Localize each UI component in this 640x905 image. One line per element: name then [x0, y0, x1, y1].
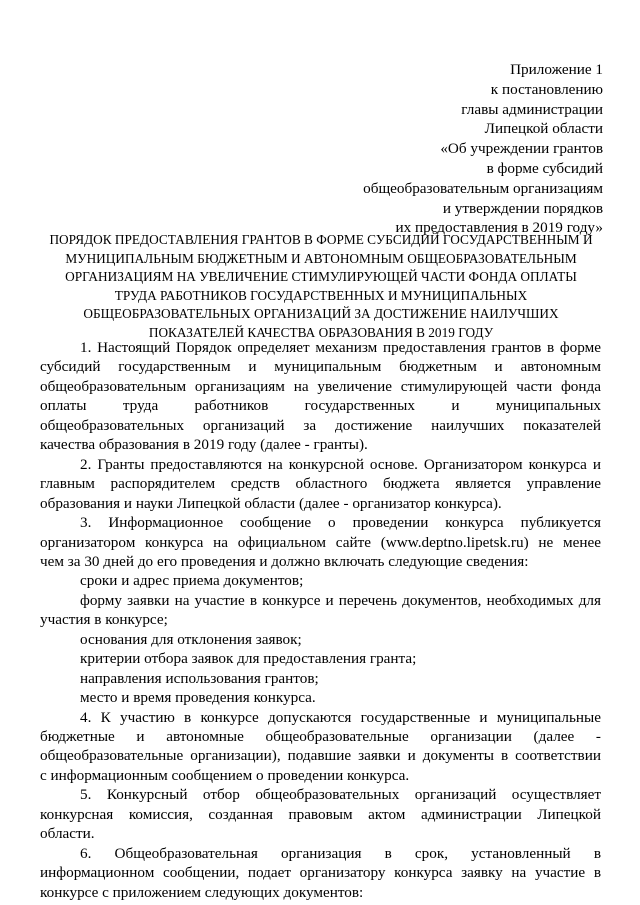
- body-line: образования и науки Липецкой области (далее - организатор конкурса).: [40, 494, 502, 512]
- appendix-line: общеобразовательным организациям: [363, 179, 603, 197]
- body-line: бюджетные и автономные общеобразовательные организации (далее -: [40, 728, 601, 745]
- appendix-header: [300, 60, 603, 238]
- body-line: качества образования в 2019 году (далее - гранты).: [40, 436, 368, 454]
- appendix-line: к постановлению: [490, 80, 603, 98]
- body-line: основания для отклонения заявок;: [80, 630, 302, 648]
- body-line: с информационным сообщением о проведении конкурса.: [40, 766, 410, 784]
- appendix-line: главы администрации: [461, 100, 603, 118]
- title-line: ОРГАНИЗАЦИЯМ НА УВЕЛИЧЕНИЕ СТИМУЛИРУЮЩЕЙ ЧАСТИ ФОНДА ОПЛАТЫ: [65, 269, 577, 285]
- body-line: общеобразовательных организаций за достижение наилучших показателей: [40, 416, 601, 434]
- body-line: сроки и адрес приема документов;: [80, 572, 304, 590]
- title-line: ОБЩЕОБРАЗОВАТЕЛЬНЫХ ОРГАНИЗАЦИЙ ЗА ДОСТИЖЕНИЕ НАИЛУЧШИХ: [83, 306, 559, 322]
- body-line: 2. Гранты предоставляются на конкурсной основе. Организатором конкурса и: [80, 455, 601, 473]
- body-line: критерии отбора заявок для предоставления гранта;: [80, 650, 417, 668]
- body-line: организатором конкурса на официальном сайте (www.deptno.lipetsk.ru) не менее: [40, 533, 601, 551]
- body-line: 6. Общеобразовательная организация в срок, установленный в: [80, 844, 601, 862]
- body-line: общеобразовательным организациям на увеличение стимулирующей части фонда: [40, 377, 601, 395]
- body-line: главным распорядителем средств областного бюджета является управление: [40, 475, 601, 493]
- title-line: ПОРЯДОК ПРЕДОСТАВЛЕНИЯ ГРАНТОВ В ФОРМЕ СУБСИДИЙ ГОСУДАРСТВЕННЫМ И: [49, 232, 593, 247]
- body-line: 4. К участию в конкурсе допускаются государственные и муниципальные: [80, 708, 601, 726]
- body-line: общеобразовательные организации), подавшие заявки и документы в соответствии: [40, 747, 601, 765]
- body-line: 1. Настоящий Порядок определяет механизм предоставления грантов в форме: [80, 339, 601, 356]
- appendix-line: Приложение 1: [510, 61, 603, 78]
- appendix-line: Липецкой области: [484, 120, 603, 138]
- body-line: участия в конкурсе;: [40, 611, 168, 629]
- body-line: оплаты труда работников государственных и муниципальных: [40, 397, 601, 415]
- title-line: МУНИЦИПАЛЬНЫМ БЮДЖЕТНЫМ И АВТОНОМНЫМ ОБЩЕОБРАЗОВАТЕЛЬНЫМ: [65, 250, 577, 266]
- body-line: форму заявки на участие в конкурсе и перечень документов, необходимых для: [80, 591, 601, 609]
- body-line: место и время проведения конкурса.: [80, 689, 316, 707]
- appendix-line: «Об учреждении грантов: [440, 140, 603, 158]
- document-title: [40, 231, 602, 343]
- appendix-line: в форме субсидий: [486, 159, 603, 177]
- body-line: конкурсная комиссия, созданная правовым актом администрации Липецкой: [40, 805, 601, 823]
- title-line: ПОКАЗАТЕЛЕЙ КАЧЕСТВА ОБРАЗОВАНИЯ В 2019 ГОДУ: [148, 324, 494, 340]
- title-line: ТРУДА РАБОТНИКОВ ГОСУДАРСТВЕННЫХ И МУНИЦИПАЛЬНЫХ: [114, 287, 528, 303]
- body-line: 3. Информационное сообщение о проведении конкурса публикуется: [80, 514, 601, 532]
- body-line: направления использования грантов;: [80, 669, 319, 687]
- body-line: конкурсе с приложением следующих документов:: [40, 883, 364, 901]
- body-line: области.: [40, 825, 95, 843]
- body-line: информационном сообщении, подает организатору конкурса заявку на участие в: [40, 864, 601, 882]
- body-line: чем за 30 дней до его проведения и должно включать следующие сведения:: [40, 552, 529, 570]
- appendix-line: и утверждении порядков: [442, 199, 603, 217]
- body-line: субсидий государственным и муниципальным бюджетным и автономным: [40, 358, 601, 376]
- body-line: 5. Конкурсный отбор общеобразовательных организаций осуществляет: [80, 786, 601, 804]
- appendix-line: их предоставления в 2019 году»: [395, 219, 603, 237]
